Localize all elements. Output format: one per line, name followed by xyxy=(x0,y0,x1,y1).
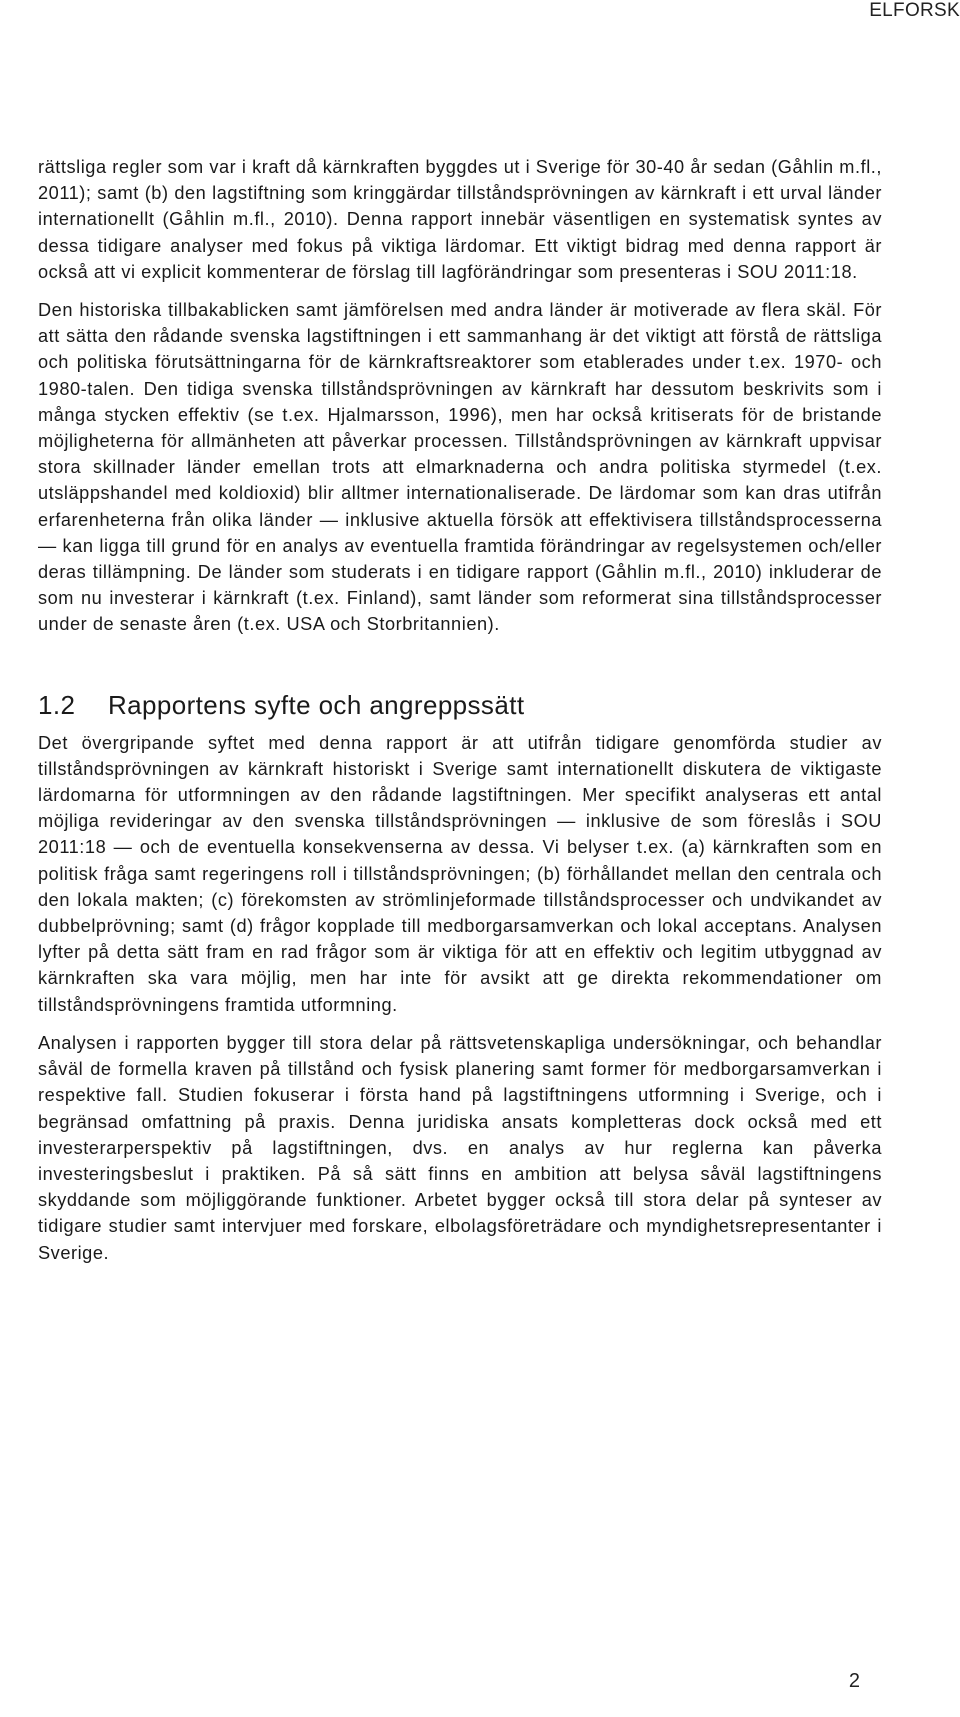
page-number: 2 xyxy=(848,1670,860,1692)
section-title: Rapportens syfte och angreppssätt xyxy=(108,689,525,720)
page-body xyxy=(38,154,882,1266)
body-paragraph: Den historiska tillbakablicken samt jämförelsen med andra länder är motiverade av flera skäl. För att sätta den rådande svenska lagstiftningen i ett sammanhang är det viktigt att förstå de rättsliga och politiska förutsättningarna för de kärnkraftsreaktorer som etablerades under t.ex. 1970- och 1980-talen. Den tidiga svenska tillståndsprövningen av kärnkraft har dessutom beskrivits som i många stycken effektiv (se t.ex. Hjalmarsson, 1996), men har också kritiserats för de bristande möjligheterna för allmänheten att påverkar processen. Tillståndsprövningen av kärnkraft uppvisar stora skillnader länder emellan trots att elmarknaderna och andra politiska styrmedel (t.ex. utsläppshandel med koldioxid) blir alltmer internationaliserade. De lärdomar som kan dras utifrån erfarenheterna från olika länder — inklusive aktuella försök att effektivisera tillståndsprocesserna — kan ligga till grund för en analys av eventuella framtida förändringar av regelsystemen och/eller deras tillämpning. De länder som studerats i en tidigare rapport (Gåhlin m.fl., 2010) inkluderar de som nu investerar i kärnkraft (t.ex. Finland), samt länder som reformerat sina tillståndsprocesser under de senaste åren (t.ex. USA och Storbritannien). xyxy=(38,300,882,635)
section-number: 1.2 xyxy=(38,689,76,720)
body-paragraph: Det övergripande syftet med denna rapport är att utifrån tidigare genomförda studier av tillståndsprövningen av kärnkraft historiskt i Sverige samt internationellt diskutera de viktigaste lärdomarna för utformningen av den rådande lagstiftningen. Mer specifikt analyseras ett antal möjliga revideringar av den svenska tillståndsprövningen — inklusive de som föreslås i SOU 2011:18 — och de eventuella konsekvenserna av dessa. Vi belyser t.ex. (a) kärnkraften som en politisk fråga samt regeringens roll i tillståndsprövningen; (b) förhållandet mellan den centrala och den lokala makten; (c) förekomsten av strömlinjeformade tillståndsprocesser och undvikandet av dubbelprövning; samt (d) frågor kopplade till medborgarsamverkan och lokal acceptans. Analysen lyfter på detta sätt fram en rad frågor som är viktiga för att en effektiv och legitim utbyggnad av kärnkraften ska vara möjlig, men har inte för avsikt att ge direkta rekommendationer om tillståndsprövningens framtida utformning. xyxy=(38,732,882,1015)
body-paragraph: rättsliga regler som var i kraft då kärnkraften byggdes ut i Sverige för 30-40 år sedan (Gåhlin m.fl., 2011); samt (b) den lagstiftning som kringgärdar tillståndsprövningen av kärnkraft i ett urval länder internationellt (Gåhlin m.fl., 2010). Denna rapport innebär väsentligen en systematisk syntes av dessa tidigare analyser med fokus på viktiga lärdomar. Ett viktigt bidrag med denna rapport är också att vi explicit kommenterar de förslag till lagförändringar som presenteras i SOU 2011:18. xyxy=(38,157,882,282)
body-paragraph: Analysen i rapporten bygger till stora delar på rättsvetenskapliga undersökningar, och behandlar såväl de formella kraven på tillstånd och fysisk planering samt former för medborgarsamverkan i respektive fall. Studien fokuserar i första hand på lagstiftningens utformning i Sverige, och i begränsad omfattning på praxis. Denna juridiska ansats kompletteras dock också med ett investerarperspektiv på lagstiftningen, dvs. en analys av hur reglerna kan påverka investeringsbeslut i praktiken. På så sätt finns en ambition att belysa såväl lagstiftningens skyddande som möjliggörande funktioner. Arbetet bygger också till stora delar på synteser av tidigare studier samt intervjuer med forskare, elbolagsföreträdare och myndighetsrepresentanter i Sverige. xyxy=(38,1032,882,1263)
section-heading xyxy=(38,689,882,721)
header-label: ELFORSK xyxy=(869,0,960,21)
